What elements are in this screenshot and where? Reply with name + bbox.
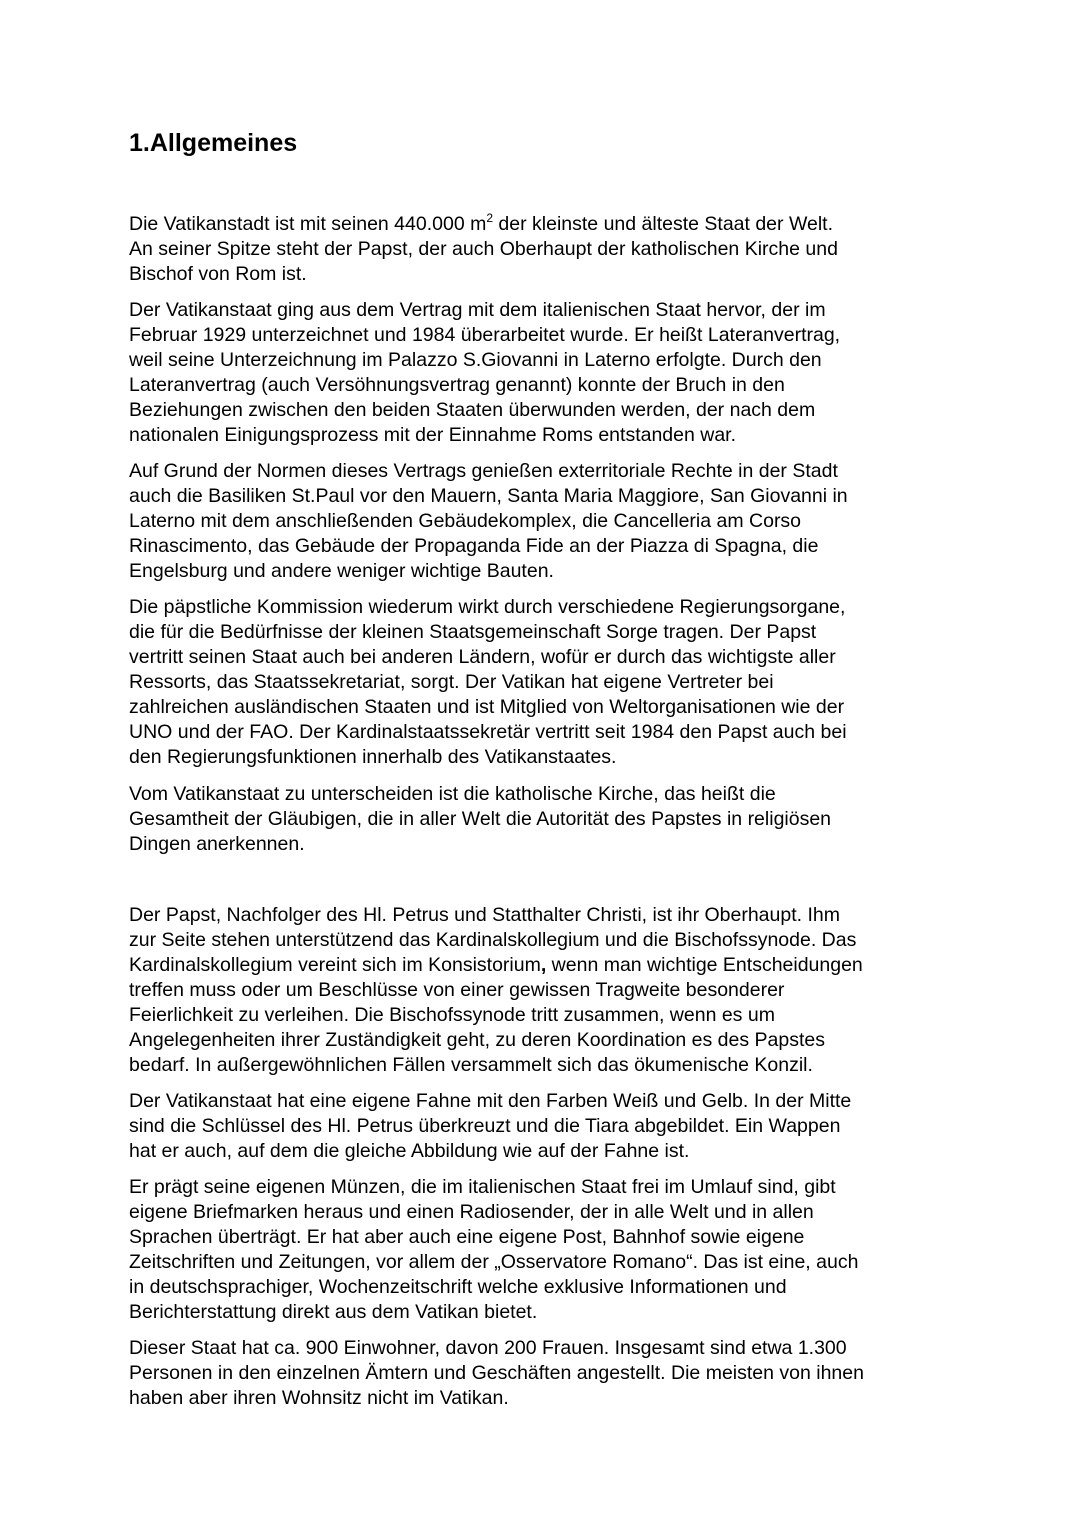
text-line: treffen muss oder um Beschlüsse von einer gewissen Tragweite besonderer: [129, 979, 785, 1001]
paragraph-exterritoriale-rechte: [129, 459, 848, 584]
text-line: Februar 1929 unterzeichnet und 1984 überarbeitet wurde. Er heißt Lateranvertrag,: [129, 324, 841, 346]
text-line: hat er auch, auf dem die gleiche Abbildung wie auf der Fahne ist.: [129, 1140, 690, 1162]
text-line: Zeitschriften und Zeitungen, vor allem der „Osservatore Romano“. Das ist eine, auch: [129, 1251, 859, 1273]
text-line: Auf Grund der Normen dieses Vertrags genießen exterritoriale Rechte in der Stadt: [129, 460, 838, 482]
section-heading: 1.Allgemeines: [129, 129, 298, 157]
text-line: sind die Schlüssel des Hl. Petrus überkreuzt und die Tiara abgebildet. Ein Wappen: [129, 1115, 841, 1137]
text-line: Feierlichkeit zu verleihen. Die Bischofssynode tritt zusammen, wenn es um: [129, 1004, 775, 1026]
text-line: Der Papst, Nachfolger des Hl. Petrus und Statthalter Christi, ist ihr Oberhaupt. Ihm: [129, 904, 840, 926]
text-line: An seiner Spitze steht der Papst, der auch Oberhaupt der katholischen Kirche und: [129, 238, 838, 260]
text-line: bedarf. In außergewöhnlichen Fällen versammelt sich das ökumenische Konzil.: [129, 1054, 813, 1076]
text-fragment: der kleinste und älteste Staat der Welt.: [493, 213, 834, 235]
text-line: [129, 212, 838, 237]
text-line: weil seine Unterzeichnung im Palazzo S.Giovanni in Laterno erfolgte. Durch den: [129, 349, 822, 371]
text-line: Die päpstliche Kommission wiederum wirkt durch verschiedene Regierungsorgane,: [129, 596, 846, 618]
paragraph-lateranvertrag: [129, 298, 840, 448]
text-line: Lateranvertrag (auch Versöhnungsvertrag genannt) konnte der Bruch in den: [129, 374, 785, 396]
text-line: Angelegenheiten ihrer Zuständigkeit geht, zu deren Koordination es des Papstes: [129, 1029, 825, 1051]
text-line: die für die Bedürfnisse der kleinen Staatsgemeinschaft Sorge tragen. Der Papst: [129, 621, 817, 643]
text-line: [129, 953, 863, 978]
superscript-exponent: 2: [486, 211, 494, 225]
paragraph-muenzen: [129, 1175, 858, 1325]
text-line: zahlreichen ausländischen Staaten und ist Mitglied von Weltorganisationen wie der: [129, 696, 845, 718]
paragraph-intro: [129, 212, 838, 287]
text-line: Berichterstattung direkt aus dem Vatikan bietet.: [129, 1301, 538, 1323]
text-line: zur Seite stehen unterstützend das Kardinalskollegium und die Bischofssynode. Das: [129, 929, 857, 951]
text-line: Ressorts, das Staatssekretariat, sorgt. Der Vatikan hat eigene Vertreter bei: [129, 671, 774, 693]
text-fragment-bold-comma: ,: [540, 954, 547, 976]
text-line: Vom Vatikanstaat zu unterscheiden ist die katholische Kirche, das heißt die: [129, 783, 776, 805]
text-line: vertritt seinen Staat auch bei anderen Ländern, wofür er durch das wichtigste aller: [129, 646, 836, 668]
paragraph-fahne: [129, 1089, 851, 1164]
paragraph-kommission: [129, 595, 847, 770]
text-line: Engelsburg und andere weniger wichtige Bauten.: [129, 560, 554, 582]
text-line: Rinascimento, das Gebäude der Propaganda Fide an der Piazza di Spagna, die: [129, 535, 819, 557]
text-fragment: Die Vatikanstadt ist mit seinen 440.000 m: [129, 213, 487, 235]
text-fragment: wenn man wichtige Entscheidungen: [546, 954, 863, 976]
text-line: nationalen Einigungsprozess mit der Einnahme Roms entstanden war.: [129, 424, 737, 446]
text-line: Dingen anerkennen.: [129, 833, 305, 855]
text-line: Laterno mit dem anschließenden Gebäudekomplex, die Cancelleria am Corso: [129, 510, 802, 532]
paragraph-einwohner: [129, 1336, 864, 1411]
text-line: UNO und der FAO. Der Kardinalstaatssekretär vertritt seit 1984 den Papst auch bei: [129, 721, 847, 743]
text-line: den Regierungsfunktionen innerhalb des Vatikanstaates.: [129, 746, 617, 768]
text-line: Beziehungen zwischen den beiden Staaten überwunden werden, der nach dem: [129, 399, 816, 421]
text-line: Er prägt seine eigenen Münzen, die im italienischen Staat frei im Umlauf sind, gibt: [129, 1176, 836, 1198]
text-line: in deutschsprachiger, Wochenzeitschrift welche exklusive Informationen und: [129, 1276, 787, 1298]
text-line: haben aber ihren Wohnsitz nicht im Vatikan.: [129, 1387, 509, 1409]
paragraph-katholische-kirche: [129, 782, 831, 857]
text-line: Sprachen überträgt. Er hat aber auch eine eigene Post, Bahnhof sowie eigene: [129, 1226, 805, 1248]
text-line: Der Vatikanstaat ging aus dem Vertrag mit dem italienischen Staat hervor, der im: [129, 299, 826, 321]
text-line: Der Vatikanstaat hat eine eigene Fahne mit den Farben Weiß und Gelb. In der Mitte: [129, 1090, 852, 1112]
text-line: Gesamtheit der Gläubigen, die in aller Welt die Autorität des Papstes in religiösen: [129, 808, 832, 830]
text-line: Dieser Staat hat ca. 900 Einwohner, davon 200 Frauen. Insgesamt sind etwa 1.300: [129, 1337, 847, 1359]
text-line: Bischof von Rom ist.: [129, 263, 307, 285]
text-fragment: Kardinalskollegium vereint sich im Konsistorium: [129, 954, 541, 976]
text-line: eigene Briefmarken heraus und einen Radiosender, der in alle Welt und in allen: [129, 1201, 814, 1223]
paragraph-papst: [129, 903, 863, 1078]
text-line: auch die Basiliken St.Paul vor den Mauern, Santa Maria Maggiore, San Giovanni in: [129, 485, 848, 507]
text-line: Personen in den einzelnen Ämtern und Geschäften angestellt. Die meisten von ihnen: [129, 1362, 864, 1384]
